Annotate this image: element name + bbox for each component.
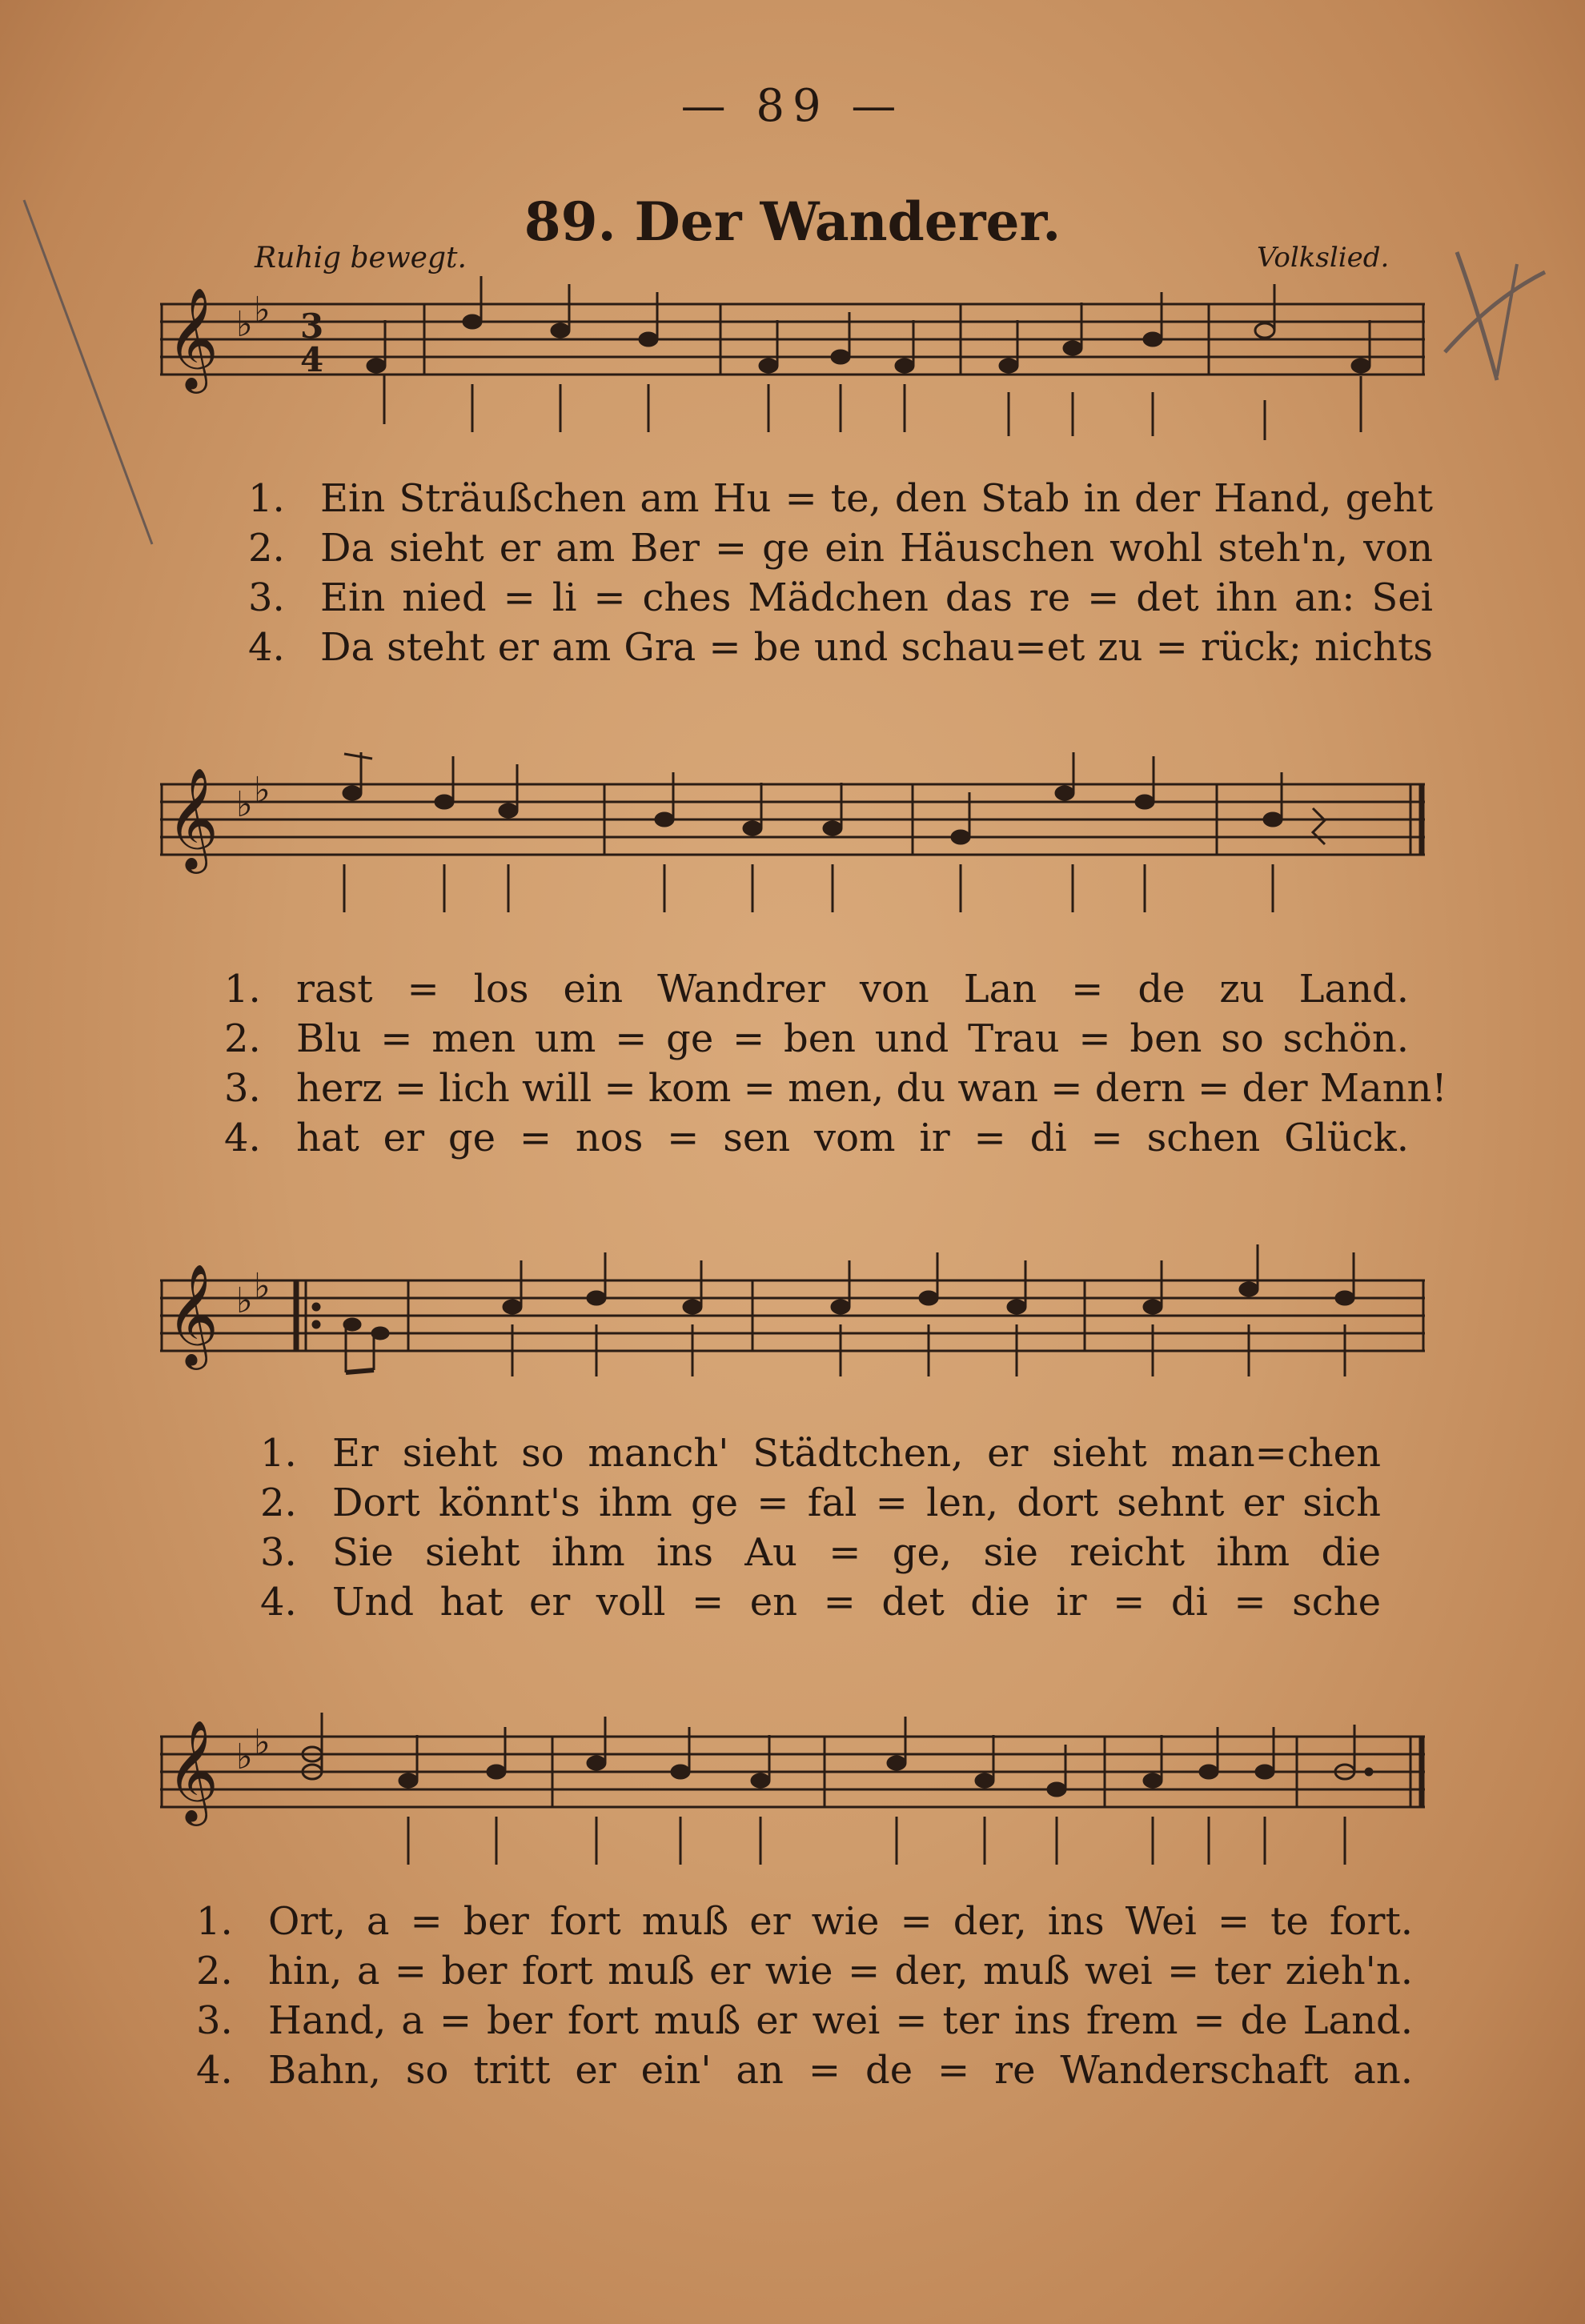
time-signature-top: 3 (300, 307, 324, 346)
music-staff-1 (160, 272, 1425, 472)
verse-line: 3. Ein nied = li = ches Mädchen das re = det ihn an: Sei (248, 575, 1433, 620)
verse-line: 4. hat er ge = nos = sen vom ir = di = schen Glück. (224, 1116, 1409, 1160)
page-number: — 89 — (680, 80, 905, 132)
verse-line: 1. Ort, a = ber fort muß er wie = der, ins Wei = te fort. (196, 1899, 1413, 1944)
verse-line: 2. hin, a = ber fort muß er wie = der, muß wei = ter zieh'n. (196, 1949, 1413, 1993)
verse-line: 3. Hand, a = ber fort muß er wei = ter ins frem = de Land. (196, 1998, 1413, 2043)
music-staff-4 (160, 1689, 1425, 1897)
treble-clef-icon: 𝄞 (167, 1719, 219, 1821)
verse-line: 2. Da sieht er am Ber = ge ein Häuschen wohl steh'n, von (248, 526, 1433, 571)
flat-icon: ♭ (254, 1266, 271, 1307)
flat-icon: ♭ (236, 784, 253, 825)
verse-block-4 (196, 1897, 1413, 2095)
verse-line: 4. Und hat er voll = en = det die ir = di = sche (260, 1580, 1381, 1625)
verse-line: 1. Ein Sträußchen am Hu = te, den Stab in der Hand, geht (248, 476, 1433, 521)
song-source: Volkslied. (1257, 242, 1390, 274)
verse-block-1 (248, 474, 1433, 672)
verse-line: 4. Bahn, so tritt er ein' an = de = re Wanderschaft an. (196, 2048, 1413, 2093)
verse-line: 3. herz = lich will = kom = men, du wan = dern = der Mann! (224, 1066, 1447, 1111)
verse-block-3 (260, 1428, 1381, 1627)
flat-icon: ♭ (254, 290, 271, 331)
pencil-stroke-icon (16, 192, 176, 560)
treble-clef-icon: 𝄞 (167, 767, 219, 869)
flat-icon: ♭ (236, 1737, 253, 1777)
verse-block-2 (224, 964, 1447, 1163)
tempo-marking: Ruhig bewegt. (255, 242, 467, 274)
verse-line: 2. Blu = men um = ge = ben und Trau = ben so schön. (224, 1016, 1409, 1061)
verse-line: 2. Dort könnt's ihm ge = fal = len, dort sehnt er sich (260, 1481, 1381, 1525)
music-staff-2 (160, 752, 1425, 952)
treble-clef-icon: 𝄞 (167, 286, 219, 389)
flat-icon: ♭ (236, 304, 253, 345)
verse-line: 3. Sie sieht ihm ins Au = ge, sie reicht ihm die (260, 1530, 1381, 1575)
flat-icon: ♭ (236, 1280, 253, 1321)
treble-clef-icon: 𝄞 (167, 1263, 219, 1365)
verse-line: 1. rast = los ein Wandrer von Lan = de zu Land. (224, 967, 1409, 1012)
music-staff-3 (160, 1232, 1425, 1416)
verse-line: 1. Er sieht so manch' Städtchen, er sieht man=chen (260, 1431, 1381, 1476)
song-title: 89. Der Wanderer. (524, 190, 1061, 253)
verse-line: 4. Da steht er am Gra = be und schau=et zu = rück; nichts (248, 625, 1433, 670)
flat-icon: ♭ (254, 1722, 271, 1763)
time-signature-bottom: 4 (300, 340, 324, 379)
pencil-mark-icon (1441, 248, 1553, 384)
flat-icon: ♭ (254, 770, 271, 811)
